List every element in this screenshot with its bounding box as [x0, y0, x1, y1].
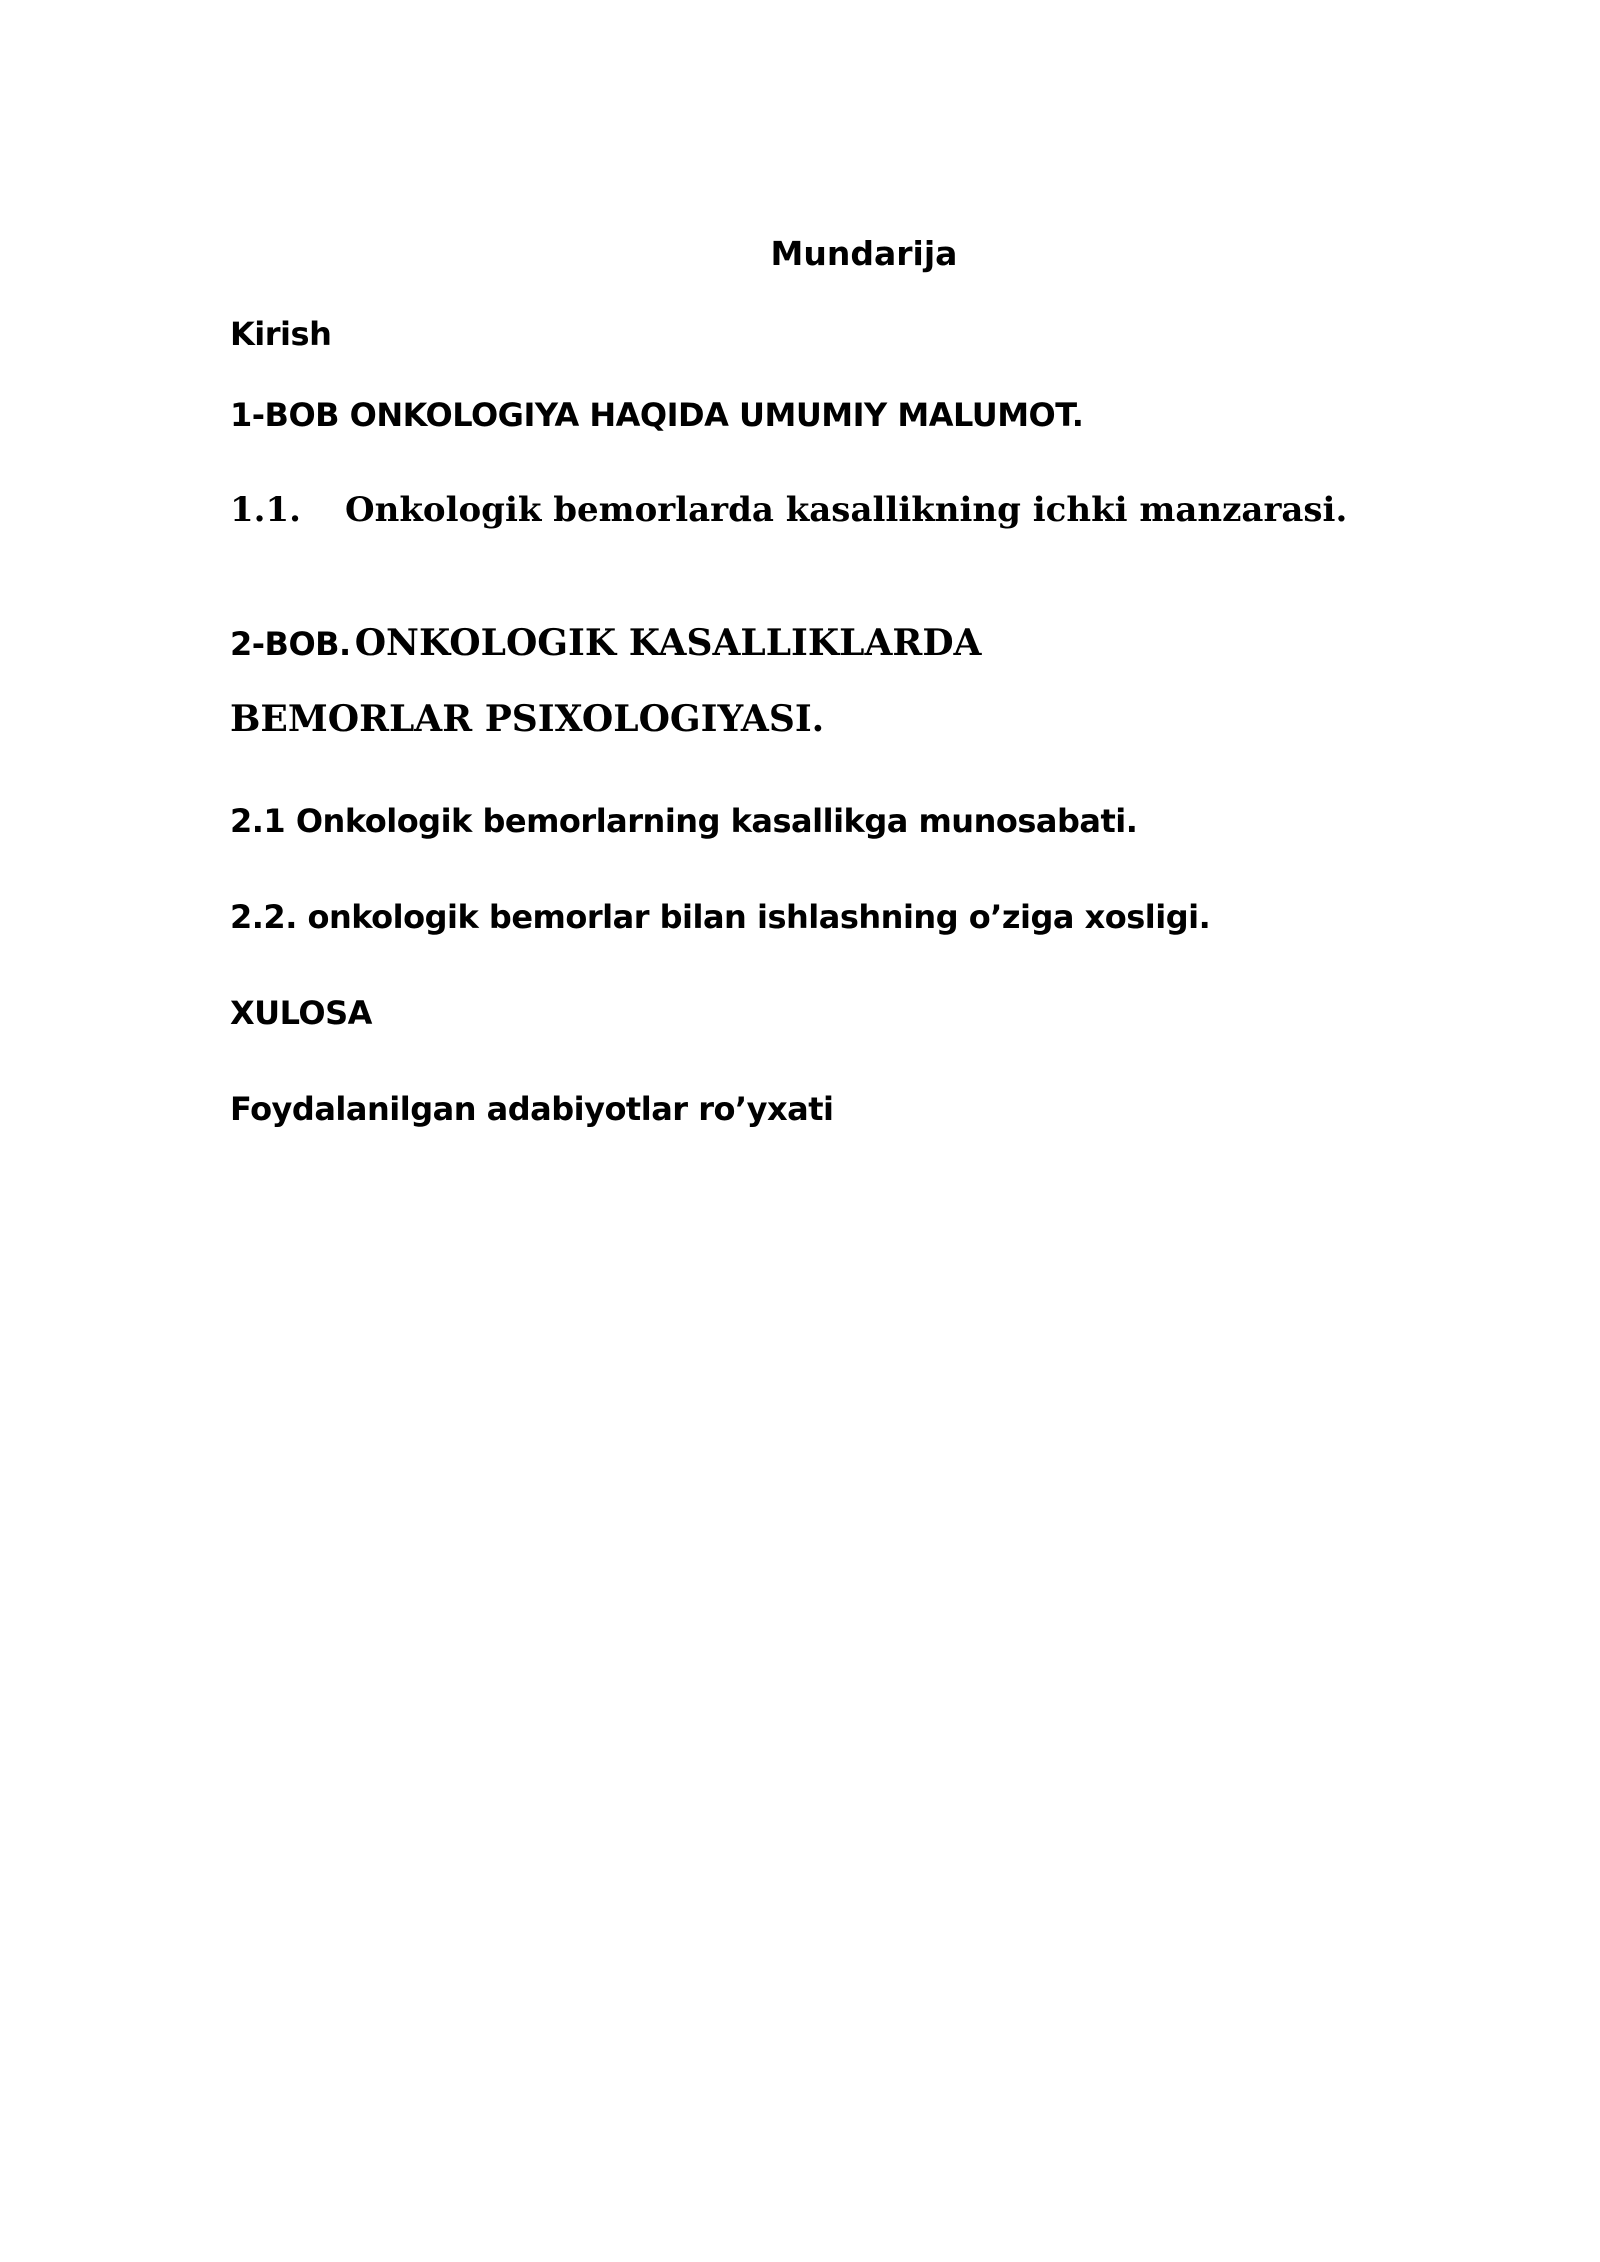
chapter-title-line-2: BEMORLAR PSIXOLOGIYASI. [230, 698, 825, 740]
section-title: Onkologik bemorlarda kasallikning ichki manzarasi. [345, 490, 1348, 530]
toc-entry-section-1-1 [230, 490, 1347, 530]
toc-entry-chapter-2 [230, 622, 981, 664]
toc-entry-chapter-1: 1-BOB ONKOLOGIYA HAQIDA UMUMIY MALUMOT. [230, 396, 1084, 434]
toc-entry-chapter-2-continued [230, 698, 824, 740]
toc-entry-section-2-2: 2.2. onkologik bemorlar bilan ishlashning o’ziga xosligi. [230, 898, 1211, 936]
page-title: Mundarija [770, 234, 958, 273]
toc-entry-intro: Kirish [230, 315, 332, 353]
toc-entry-section-2-1: 2.1 Onkologik bemorlarning kasallikga munosabati. [230, 802, 1138, 840]
chapter-title-line-1: ONKOLOGIK KASALLIKLARDA [354, 622, 982, 664]
chapter-prefix: 2-BOB. [230, 625, 351, 663]
toc-entry-references: Foydalanilgan adabiyotlar ro’yxati [230, 1090, 834, 1128]
toc-entry-conclusion: XULOSA [230, 994, 372, 1032]
section-number: 1.1. [230, 490, 301, 530]
